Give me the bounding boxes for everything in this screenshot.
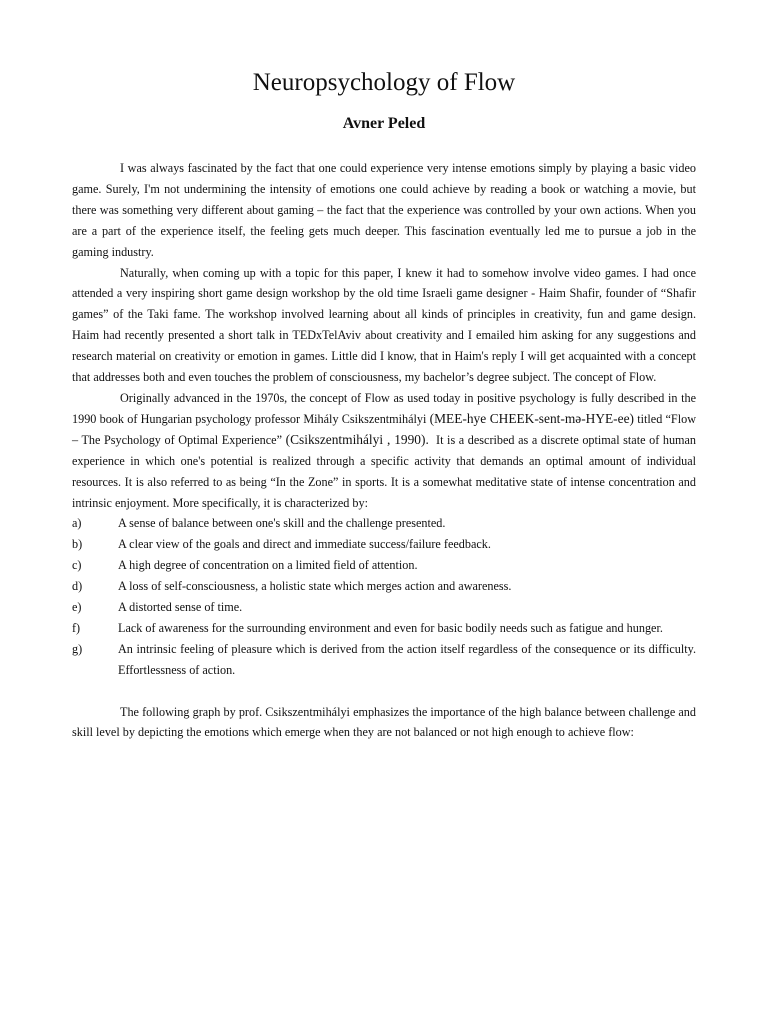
- paragraph-3-text-c: It is a described as a discrete optimal state of human experience in which one's potential is realized through a specific activity that demands an optimal amount of individual resources. It is also referred to as being “In the Zone” in sports. It is a somewhat meditative state of intense concentration and intrinsic enjoyment. More specifically, it is characterized by:: [72, 432, 697, 510]
- list-item: [72, 534, 696, 555]
- list-marker: c): [72, 558, 82, 573]
- paragraph-2: Naturally, when coming up with a topic for this paper, I knew it had to somehow involve video games. I had once attended a very inspiring short game design workshop by the old time Israeli game designer - Haim Shafir, founder of “Shafir games” of the Taki fame. The workshop involved learning about all kinds of principles in creativity, fun and game design. Haim had recently presented a short talk in TEDxTelAviv about creativity and I emailed him asking for any suggestions and research material on creativity or emotion in games. Little did I know, that in Haim's reply I will get acquainted with a concept that addresses both and even touches the problem of consciousness, my bachelor’s degree subject. The concept of Flow.: [72, 265, 696, 385]
- list-item: [72, 597, 696, 618]
- paper-author: Avner Peled: [342, 115, 426, 132]
- list-marker: d): [72, 579, 83, 594]
- list-marker: a): [72, 516, 82, 531]
- paper-title: Neuropsychology of Flow: [252, 69, 516, 96]
- list-marker: f): [72, 620, 81, 635]
- list-text: Lack of awareness for the surrounding environment and even for basic bodily needs such as fatigue and hunger.: [118, 620, 663, 635]
- paragraph-3-text-b: titled “Flow – The Psychology of Optimal Experience”: [72, 411, 696, 447]
- paragraph-spacer: [72, 681, 696, 702]
- list-item: [72, 576, 696, 597]
- list-marker: g): [72, 641, 83, 656]
- list-item: [72, 555, 696, 576]
- paragraph-3: [72, 388, 696, 513]
- list-text: A high degree of concentration on a limited field of attention.: [118, 558, 418, 573]
- list-item: [72, 639, 696, 681]
- list-item: [72, 618, 696, 639]
- list-text: A distorted sense of time.: [118, 600, 243, 615]
- list-text: A clear view of the goals and direct and immediate success/failure feedback.: [118, 537, 491, 552]
- list-item: [72, 513, 696, 534]
- list-text: A loss of self-consciousness, a holistic state which merges action and awareness.: [118, 579, 512, 594]
- characteristics-list: [72, 513, 696, 680]
- pronunciation: (MEE-hye CHEEK-sent-mə-HYE-ee): [429, 410, 634, 426]
- paragraph-4: The following graph by prof. Csikszentmihályi emphasizes the importance of the high balance between challenge and skill level by depicting the emotions which emerge when they are not balanced or not high enough to achieve flow:: [72, 704, 696, 740]
- citation: (Csikszentmihályi , 1990).: [285, 431, 429, 447]
- paper-body: [72, 158, 696, 743]
- list-marker: e): [72, 600, 82, 615]
- paragraph-3-text-a: Originally advanced in the 1970s, the concept of Flow as used today in positive psychology is fully described in the 1990 book of Hungarian psychology professor Mihály Csikszentmihályi: [72, 390, 696, 426]
- list-marker: b): [72, 537, 83, 552]
- paragraph-1: I was always fascinated by the fact that one could experience very intense emotions simply by playing a basic video game. Surely, I'm not undermining the intensity of emotions one could achieve by reading a book or watching a movie, but there was something very different about gaming – the fact that the experience was controlled by your own actions. When you are a part of the experience itself, the feeling gets much deeper. This fascination eventually led me to pursue a job in the gaming industry.: [72, 161, 696, 259]
- list-text: A sense of balance between one's skill and the challenge presented.: [118, 516, 446, 531]
- list-text: An intrinsic feeling of pleasure which is derived from the action itself regardless of the consequence or its difficulty. Effortlessness of action.: [118, 641, 696, 677]
